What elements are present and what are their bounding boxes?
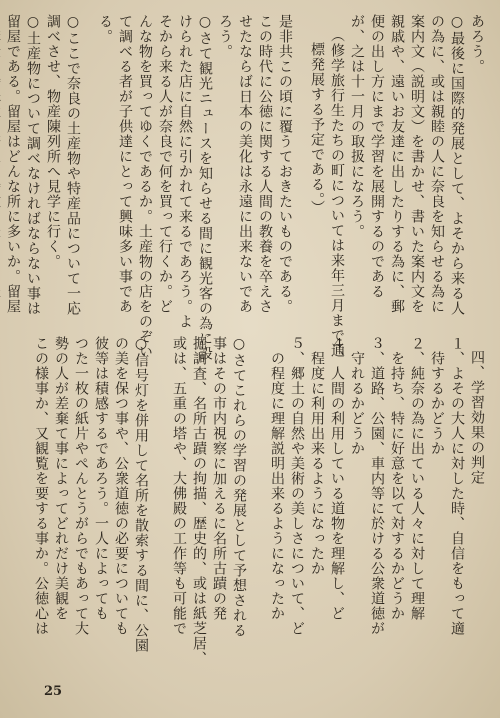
text-line: つた一枚の紙片やぺんとうがらでもあって大 (73, 336, 89, 636)
text-line: て調べる者が子供達にとって興味多い事であ (117, 14, 133, 314)
text-line: ４、人間の利用している道物を理解し、ど (329, 336, 345, 621)
text-line: せたならば日本の美化は永遠に出来ないであ (237, 14, 253, 314)
text-line: 勢の人が差棄て事によってどれだけ美観を (53, 336, 69, 621)
column-gap (84, 14, 94, 326)
text-line: の程度に理解説明出来るようになったか (269, 336, 285, 621)
text-line: 親戚や、遠いお友達に出したりする為に、郵 (389, 14, 405, 314)
text-line: （修学旅行生たちの町については来年三月まで通 (329, 28, 345, 358)
text-line: んな物を買ってゆくであるか。土産物の店をのぞい (137, 14, 153, 359)
text-line: ５、郷土の自然や美術の美しさについて、ど (289, 336, 305, 636)
text-line: ろう。 (217, 14, 233, 59)
text-line: 標発展する予定である。） (309, 42, 325, 215)
text-line: の美を保つ事や、公衆道徳の必要についても (113, 336, 129, 636)
text-line: ２、純奈の為に出ている人々に対して理解 (409, 336, 425, 621)
text-line: 留屋である。留屋はどんな所に多いか。留屋 (5, 14, 21, 314)
text-line: 便の出し方にまで学習を展開するのである (369, 14, 385, 299)
text-line (0, 14, 2, 326)
column-gap (152, 336, 168, 678)
text-line: 待するかどうか (429, 336, 445, 456)
column-gap (296, 14, 306, 326)
text-line: 守れるかどうか (349, 336, 365, 456)
upper-text-band (5, 14, 486, 361)
text-line: ３、道路、公園、車内等に於ける公衆道徳が (369, 336, 385, 636)
text-line: けられた店に自然に引かれて来るであろう。よ (177, 14, 193, 329)
text-line: あろう。 (469, 14, 485, 74)
section-heading: 四、学習効果の判定 (469, 350, 485, 485)
text-line: ○さて観光ニュースを知らせる間に観光客の為に設 (197, 14, 213, 361)
text-line: 事はその市内視察に加えるに名所古蹟の発 (211, 336, 227, 621)
text-line: ○最後に国際的発展として、よそから来る人 (449, 14, 465, 316)
text-line: 或は、五重の塔や、大佛殿の工作等も可能で (171, 336, 187, 636)
text-line: ○信号灯を併用して名所を散索する間に、公園 (133, 336, 149, 653)
text-line: 案内文（説明文）を書かせ、書いた案内文を (409, 14, 425, 314)
text-line: この様事か、又観覧を要する事か。公徳心は (33, 336, 49, 636)
text-line: 彼等は積感するであろう。一人によっても (93, 336, 109, 621)
text-line: そから来る人が奈良で何を買って行くか。ど (157, 14, 173, 314)
text-line: この時代に公徳に関する人間の教養を卒えさ (257, 14, 273, 314)
column-gap (250, 336, 266, 678)
text-line: の為に、或は親睦の人に奈良を知らせる為に (429, 14, 445, 314)
lower-text-band (26, 336, 486, 678)
text-line: 調べさせ、物産陳列所へ見学に行く。 (45, 14, 61, 269)
text-line: を持ち、特に好意を以て対するかどうか (389, 336, 405, 621)
text-line: る。 (97, 14, 113, 44)
text-line: ○ここで奈良の土産物や特産品について一応 (65, 14, 81, 316)
text-line: 是非共この頃に覆うておきたいものである。 (277, 14, 293, 314)
text-line: 掘調査、名所古蹟の拘描、歴史的、或は紙芝居、 (191, 336, 207, 666)
text-line: 程度に利用出来るようになったか (309, 336, 325, 576)
text-line: ○さてこれらの学習の発展として予想される (231, 336, 247, 638)
page-number: 25 (44, 684, 63, 699)
text-line: ○土産物について調べなければならない事は (25, 14, 41, 316)
text-line: が、之は十一月の取扱になろう。 (349, 14, 365, 239)
text-line: １、よその大人に対した時、自信をもって適 (449, 336, 465, 636)
